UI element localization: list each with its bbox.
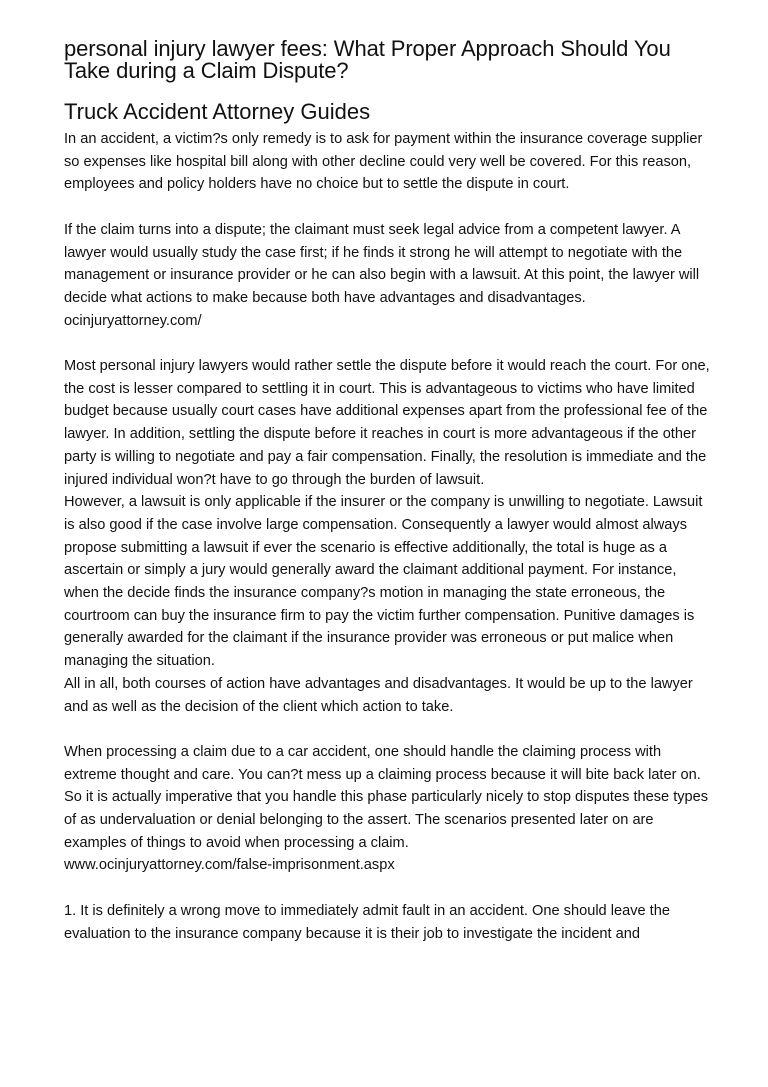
paragraph-gap [64,196,714,219]
paragraph-gap [64,332,714,355]
document-title: personal injury lawyer fees: What Proper Approach Should You Take during a Claim Dispute? [64,36,671,83]
paragraph-link-false-imprisonment: www.ocinjuryattorney.com/false-imprisonment.aspx [64,857,395,874]
paragraph-lawsuit: However, a lawsuit is only applicable if the insurer or the company is unwilling to negotiate. Lawsuit is also good if the case involve large compensation. Consequently a lawyer would almost always propose submitting a lawsuit if ever the scenario is effective additionally, the total is huge as a ascertain or simply a jury would generally award the claimant additional payment. For instance, when the decide finds the insurance company?s motion in managing the state erroneous, the courtroom can buy the insurance firm to pay the victim further compensation. Punitive damages is generally awarded for the claimant if the insurance provider was erroneous or put malice when managing the situation. [64,494,703,670]
paragraph-processing: When processing a claim due to a car accident, one should handle the claiming process with extreme thought and care. You can?t mess up a claiming process because it will bite back later on. So it is actually imperative that you handle this phase particularly nicely to stop disputes these types of as undervaluation or denial belonging to the assert. The scenarios presented later on are examples of things to avoid when processing a claim. [64,743,709,851]
paragraph-intro: In an accident, a victim?s only remedy is to ask for payment within the insurance coverage supplier so expenses like hospital bill along with other decline could very well be covered. For this reason, employees and policy holders have no choice but to settle the dispute in court. [64,131,703,193]
paragraph-dispute: If the claim turns into a dispute; the claimant must seek legal advice from a competent lawyer. A lawyer would usually study the case first; if he finds it strong he will attempt to negotiate with the management or insurance provider or he can also begin with a lawsuit. At this point, the lawyer will decide what actions to make because both have advantages and disadvantages. [64,221,700,306]
document-page [64,38,714,945]
paragraph-settle: Most personal injury lawyers would rather settle the dispute before it would reach the court. For one, the cost is lesser compared to settling it in court. This is advantageous to victims who have limited budget because usually court cases have additional expenses apart from the professional fee of the lawyer. In addition, settling the dispute before it reaches in court is more advantageous if the other party is willing to negotiate and pay a fair compensation. Finally, the resolution is immediate and the injured individual won?t have to go through the burden of lawsuit. [64,358,710,488]
paragraph-gap [64,718,714,741]
paragraph-summary: All in all, both courses of action have advantages and disadvantages. It would be up to the lawyer and as well as the decision of the client which action to take. [64,675,693,715]
paragraph-list-item-1: 1. It is definitely a wrong move to immediately admit fault in an accident. One should leave the evaluation to the insurance company because it is their job to investigate the incident and [64,902,670,942]
paragraph-gap [64,877,714,900]
paragraph-link-home: ocinjuryattorney.com/ [64,312,202,329]
document-subtitle: Truck Accident Attorney Guides [64,99,371,124]
